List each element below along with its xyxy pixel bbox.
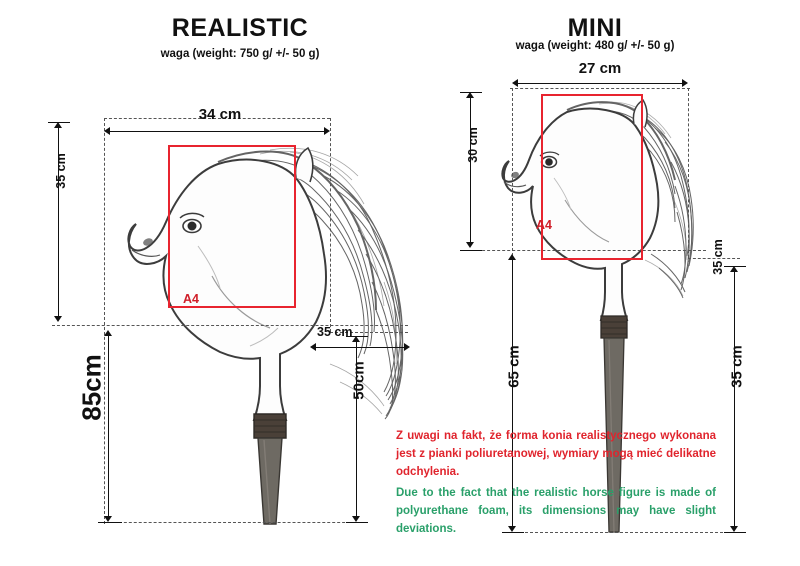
mini-head-height-cap-bottom xyxy=(460,250,482,251)
mini-stick-cap-bottom xyxy=(724,532,746,533)
realistic-total-height-arrow-line xyxy=(108,336,109,516)
mini-weight: waga (weight: 480 g/ +/- 50 g) xyxy=(515,40,675,52)
mini-a4-rectangle xyxy=(541,94,643,260)
mini-head-height-arrow-down xyxy=(466,242,474,248)
realistic-head-height-arrow-down xyxy=(54,316,62,322)
realistic-stick-cap-bottom xyxy=(346,522,368,523)
realistic-guide-head-bottom xyxy=(52,325,408,326)
mini-width-arrow-left xyxy=(512,79,518,87)
realistic-depth-label: 35 cm xyxy=(317,325,353,339)
realistic-a4-label: A4 xyxy=(183,292,199,306)
mini-total-height-label: 65 cm xyxy=(505,345,523,388)
mini-guide-top xyxy=(510,88,690,89)
realistic-total-height-cap-bottom xyxy=(98,522,122,523)
realistic-stick-arrow-line xyxy=(356,342,357,518)
mini-title: MINI xyxy=(567,14,623,42)
realistic-title: REALISTIC xyxy=(171,14,309,42)
realistic-head-height-label: 35 cm xyxy=(54,153,68,189)
realistic-stick-cap-top xyxy=(346,336,368,337)
realistic-a4-rectangle xyxy=(168,145,296,308)
mini-stick-arrow-line xyxy=(734,272,735,526)
realistic-guide-stick-bottom xyxy=(104,522,360,523)
mini-stick-cap-top xyxy=(724,266,746,267)
realistic-weight: waga (weight: 750 g/ +/- 50 g) xyxy=(160,48,320,60)
realistic-width-arrow-left xyxy=(104,127,110,135)
mini-guide-right xyxy=(688,88,689,258)
mini-a4-label: A4 xyxy=(536,218,552,232)
realistic-head-height-arrow-line xyxy=(58,128,59,316)
mini-width-label: 27 cm xyxy=(578,60,622,77)
realistic-depth-arrow-left xyxy=(310,343,316,351)
realistic-head-height-cap-top xyxy=(48,122,70,123)
realistic-stick-label: 50cm xyxy=(350,361,368,400)
realistic-guide-left xyxy=(104,118,105,524)
mini-head-height-label: 30 cm xyxy=(466,127,480,163)
realistic-total-height-arrow-up xyxy=(104,330,112,336)
realistic-depth-arrow-right xyxy=(404,343,410,351)
realistic-guide-right xyxy=(330,118,331,332)
mini-depth-label: 35 cm xyxy=(711,239,725,275)
realistic-width-label: 34 cm xyxy=(198,106,242,123)
mini-width-arrow-line xyxy=(518,83,682,84)
realistic-width-arrow-right xyxy=(324,127,330,135)
note-english: Due to the fact that the realistic horse figure is made of polyurethane foam, its dimensions may have slight deviations. xyxy=(396,487,716,535)
mini-width-arrow-right xyxy=(682,79,688,87)
realistic-width-arrow-line xyxy=(110,131,324,132)
mini-stick-label: 35 cm xyxy=(728,345,746,388)
mini-head-height-arrow-line xyxy=(470,98,471,242)
note-polish: Z uwagi na fakt, że forma konia realistycznego wykonana jest z pianki poliuretanowej, wymiary mogą mieć delikatne odchylenia. xyxy=(396,430,716,478)
mini-total-height-arrow-up xyxy=(508,254,516,260)
realistic-total-height-label: 85cm xyxy=(76,354,107,421)
mini-head-height-cap-top xyxy=(460,92,482,93)
